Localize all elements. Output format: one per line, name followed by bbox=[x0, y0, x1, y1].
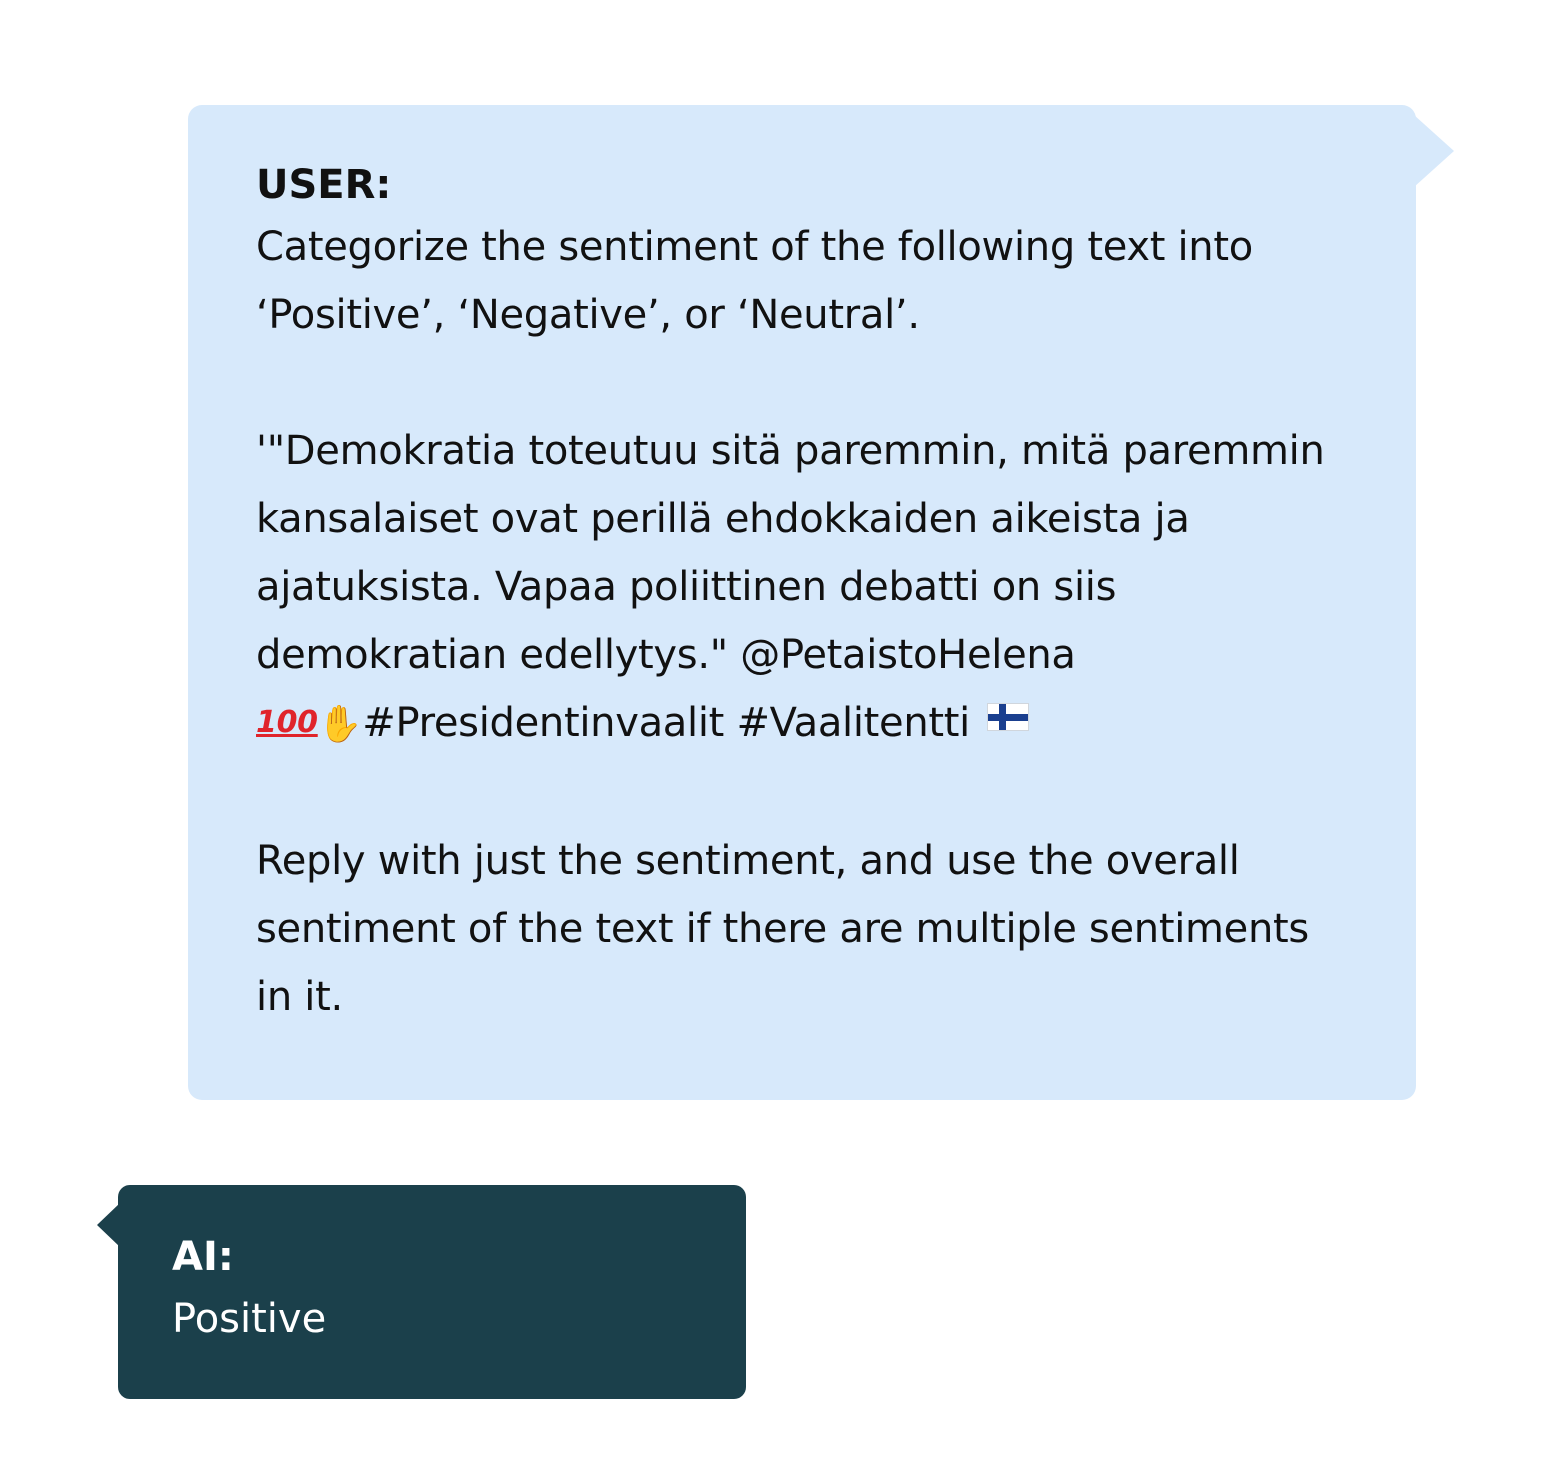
paragraph-spacer bbox=[256, 349, 1356, 417]
user-instruction-text: Categorize the sentiment of the following text into ‘Positive’, ‘Negative’, or ‘Neutral’. bbox=[256, 224, 1253, 338]
quoted-tweet-text bbox=[256, 417, 1356, 759]
ai-bubble-tail bbox=[97, 1203, 120, 1247]
user-message-bubble bbox=[188, 105, 1416, 1100]
paragraph-spacer bbox=[256, 759, 1356, 827]
hashtags-text: #Presidentinvaalit #Vaalitentti bbox=[362, 700, 970, 746]
thumbs-up-icon: ✋ bbox=[317, 704, 363, 745]
user-bubble-tail bbox=[1414, 115, 1454, 187]
ai-speaker-label: AI: bbox=[172, 1234, 234, 1280]
ai-message-bubble bbox=[118, 1185, 746, 1399]
ai-response-text: Positive bbox=[172, 1296, 327, 1342]
finland-flag-icon bbox=[988, 704, 1028, 730]
user-speaker-label: USER: bbox=[256, 162, 392, 208]
quoted-tweet-body: '"Demokratia toteutuu sitä paremmin, mitä paremmin kansalaiset ovat perillä ehdokkaiden aikeista ja ajatuksista. Vapaa poliittinen debatti on siis demokratian edellytys." @PetaistoHelena bbox=[256, 428, 1325, 678]
hundred-points-icon: 100 bbox=[256, 705, 318, 740]
user-reply-instruction-text: Reply with just the sentiment, and use the overall sentiment of the text if there are multiple sentiments in it. bbox=[256, 838, 1309, 1020]
